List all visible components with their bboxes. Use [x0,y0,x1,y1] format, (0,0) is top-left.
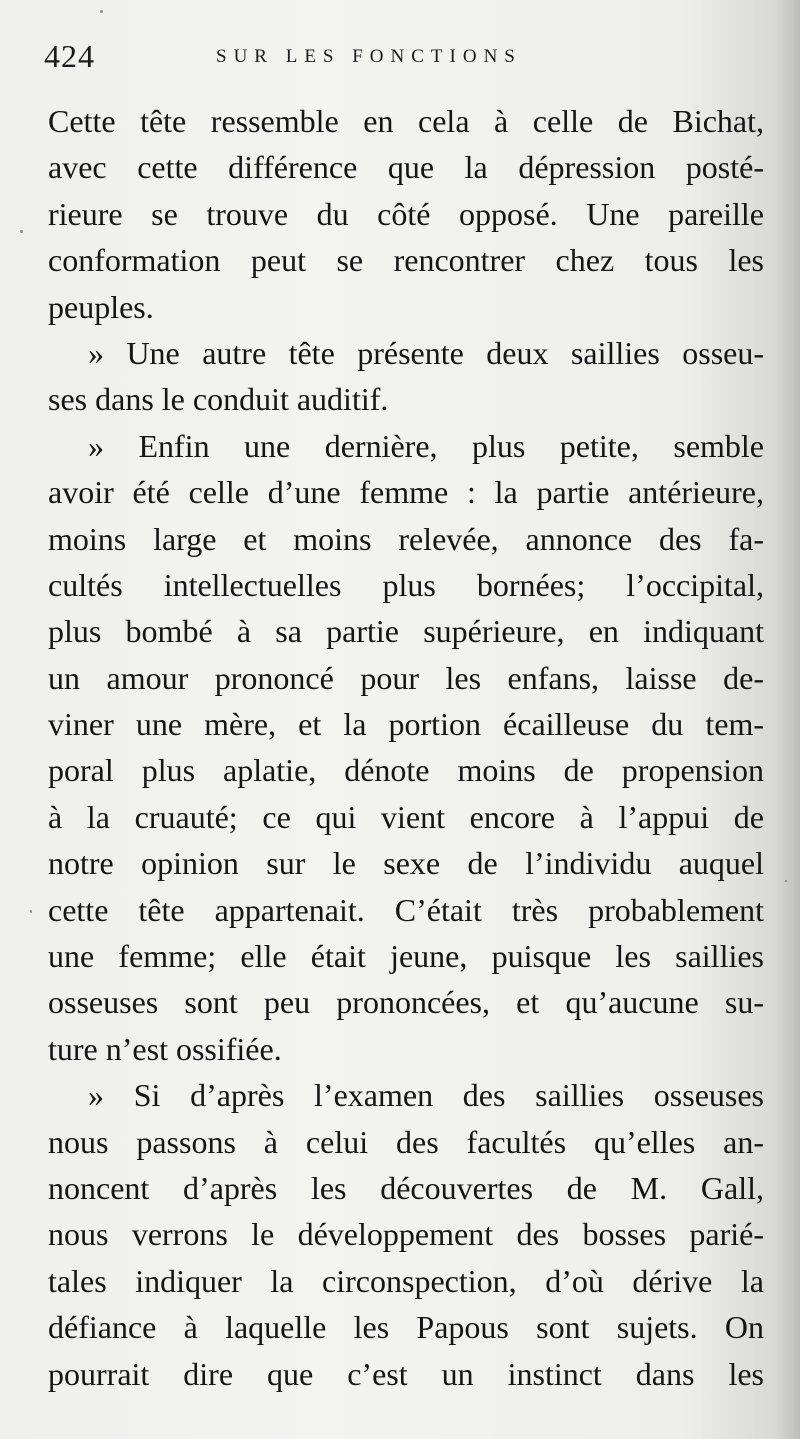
text-line: pourrait dire que c’est un instinct dans les [48,1355,764,1392]
text-line: conformation peut se rencontrer chez tous les [48,242,764,279]
text-line: viner une mère, et la portion écailleuse du tem- [48,706,764,743]
text-line: rieure se trouve du côté opposé. Une pareille [48,195,764,232]
page-number: 424 [44,38,95,74]
text-line: avec cette différence que la dépression posté- [48,149,764,186]
text-line: osseuses sont peu prononcées, et qu’aucune su- [48,984,764,1021]
text-line: avoir été celle d’une femme : la partie antérieure, [48,474,764,511]
body-text [48,98,764,1397]
text-line: tales indiquer la circonspection, d’où dérive la [48,1262,764,1299]
text-line: défiance à laquelle les Papous sont sujets. On [48,1309,764,1346]
text-line: peuples. [48,288,154,325]
running-head: SUR LES FONCTIONS [216,46,522,67]
text-line: moins large et moins relevée, annonce des fa- [48,520,764,557]
text-line: notre opinion sur le sexe de l’individu auquel [48,845,764,882]
text-line: » Une autre tête présente deux saillies osseu- [88,334,764,371]
text-line: ture n’est ossifiée. [48,1030,282,1067]
text-line: » Enfin une dernière, plus petite, semble [88,427,764,464]
text-line: nous passons à celui des facultés qu’elles an- [48,1123,764,1160]
text-line: ses dans le conduit auditif. [48,381,389,418]
text-line: noncent d’après les découvertes de M. Gall, [48,1169,764,1206]
paper-speck [20,230,23,233]
text-line: un amour prononcé pour les enfans, laisse de- [48,659,764,696]
text-line: Cette tête ressemble en cela à celle de Bichat, [48,103,764,139]
text-line: nous verrons le développement des bosses parié- [48,1216,764,1253]
text-line: cette tête appartenait. C’était très probablement [48,891,764,928]
page-header [44,38,604,82]
text-line: plus bombé à sa partie supérieure, en indiquant [48,613,764,650]
text-line: cultés intellectuelles plus bornées; l’occipital, [48,566,764,603]
text-line: une femme; elle était jeune, puisque les saillies [48,938,764,975]
paper-speck [785,880,787,882]
text-line: à la cruauté; ce qui vient encore à l’appui de [48,798,764,835]
text-line: » Si d’après l’examen des saillies osseuses [88,1077,764,1114]
paper-speck [30,910,32,913]
text-line: poral plus aplatie, dénote moins de propension [48,752,764,789]
paper-speck [100,10,103,13]
